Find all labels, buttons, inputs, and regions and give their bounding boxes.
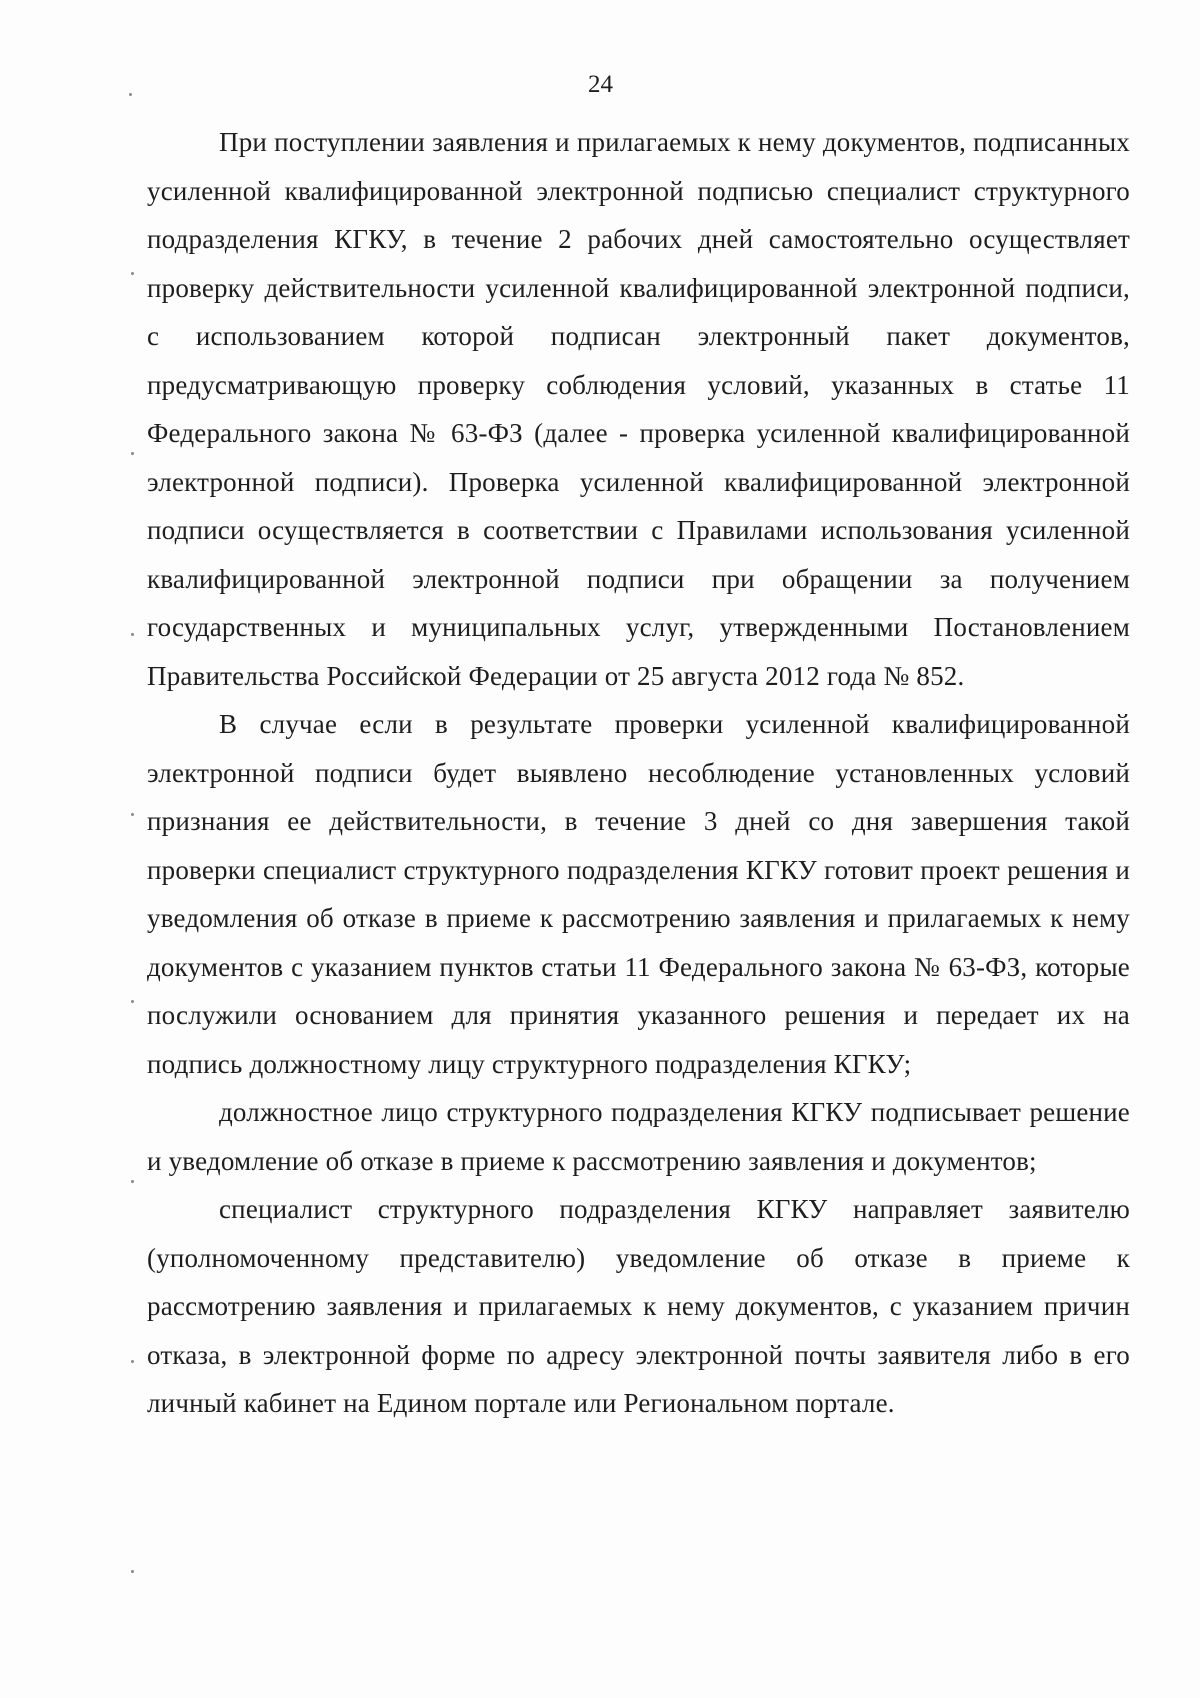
scan-speck: [131, 272, 134, 275]
paragraph-verification-failure: В случае если в результате проверки усиленной квалифицированной электронной подписи будет выявлено несоблюдение установленных условий признания ее действительности, в течение 3 дней со дня завершения такой проверки специалист структурного подразделения КГКУ готовит проект решения и уведомления об отказе в приеме к рассмотрению заявления и прилагаемых к нему документов с указанием пунктов статьи 11 Федерального закона № 63-ФЗ, которые послужили основанием для принятия указанного решения и передает их на подпись должностному лицу структурного подразделения КГКУ;: [147, 709, 1130, 1079]
paragraph-signature-verification: При поступлении заявления и прилагаемых к нему документов, подписанных усиленной квалифицированной электронной подписью специалист структурного подразделения КГКУ, в течение 2 рабочих дней самостоятельно осуществляет проверку действительности усиленной квалифицированной электронной подписи, с использованием которой подписан электронный пакет документов, предусматривающую проверку соблюдения условий, указанных в статье 11 Федерального закона № 63-ФЗ (далее - проверка усиленной квалифицированной электронной подписи). Проверка усиленной квалифицированной электронной подписи осуществляется в соответствии с Правилами использования усиленной квалифицированной электронной подписи при обращении за получением государственных и муниципальных услуг, утвержденными Постановлением Правительства Российской Федерации от 25 августа 2012 года № 852.: [147, 127, 1130, 691]
document-body: [147, 118, 1130, 1428]
paragraph-official-signs: должностное лицо структурного подразделения КГКУ подписывает решение и уведомление об отказе в приеме к рассмотрению заявления и документов;: [147, 1097, 1130, 1176]
scan-speck: [131, 1570, 134, 1573]
scan-speck: [131, 813, 134, 816]
scan-speck: [131, 1180, 134, 1183]
scan-speck: [129, 93, 132, 96]
paragraph-notification-sent: специалист структурного подразделения КГКУ направляет заявителю (уполномоченному представителю) уведомление об отказе в приеме к рассмотрению заявления и прилагаемых к нему документов, с указанием причин отказа, в электронной форме по адресу электронной почты заявителя либо в его личный кабинет на Едином портале или Региональном портале.: [147, 1194, 1130, 1418]
scan-speck: [131, 452, 134, 455]
scan-speck: [131, 1360, 134, 1363]
scan-speck: [131, 1000, 134, 1003]
scan-speck: [131, 633, 134, 636]
page-number: 24: [588, 71, 613, 98]
